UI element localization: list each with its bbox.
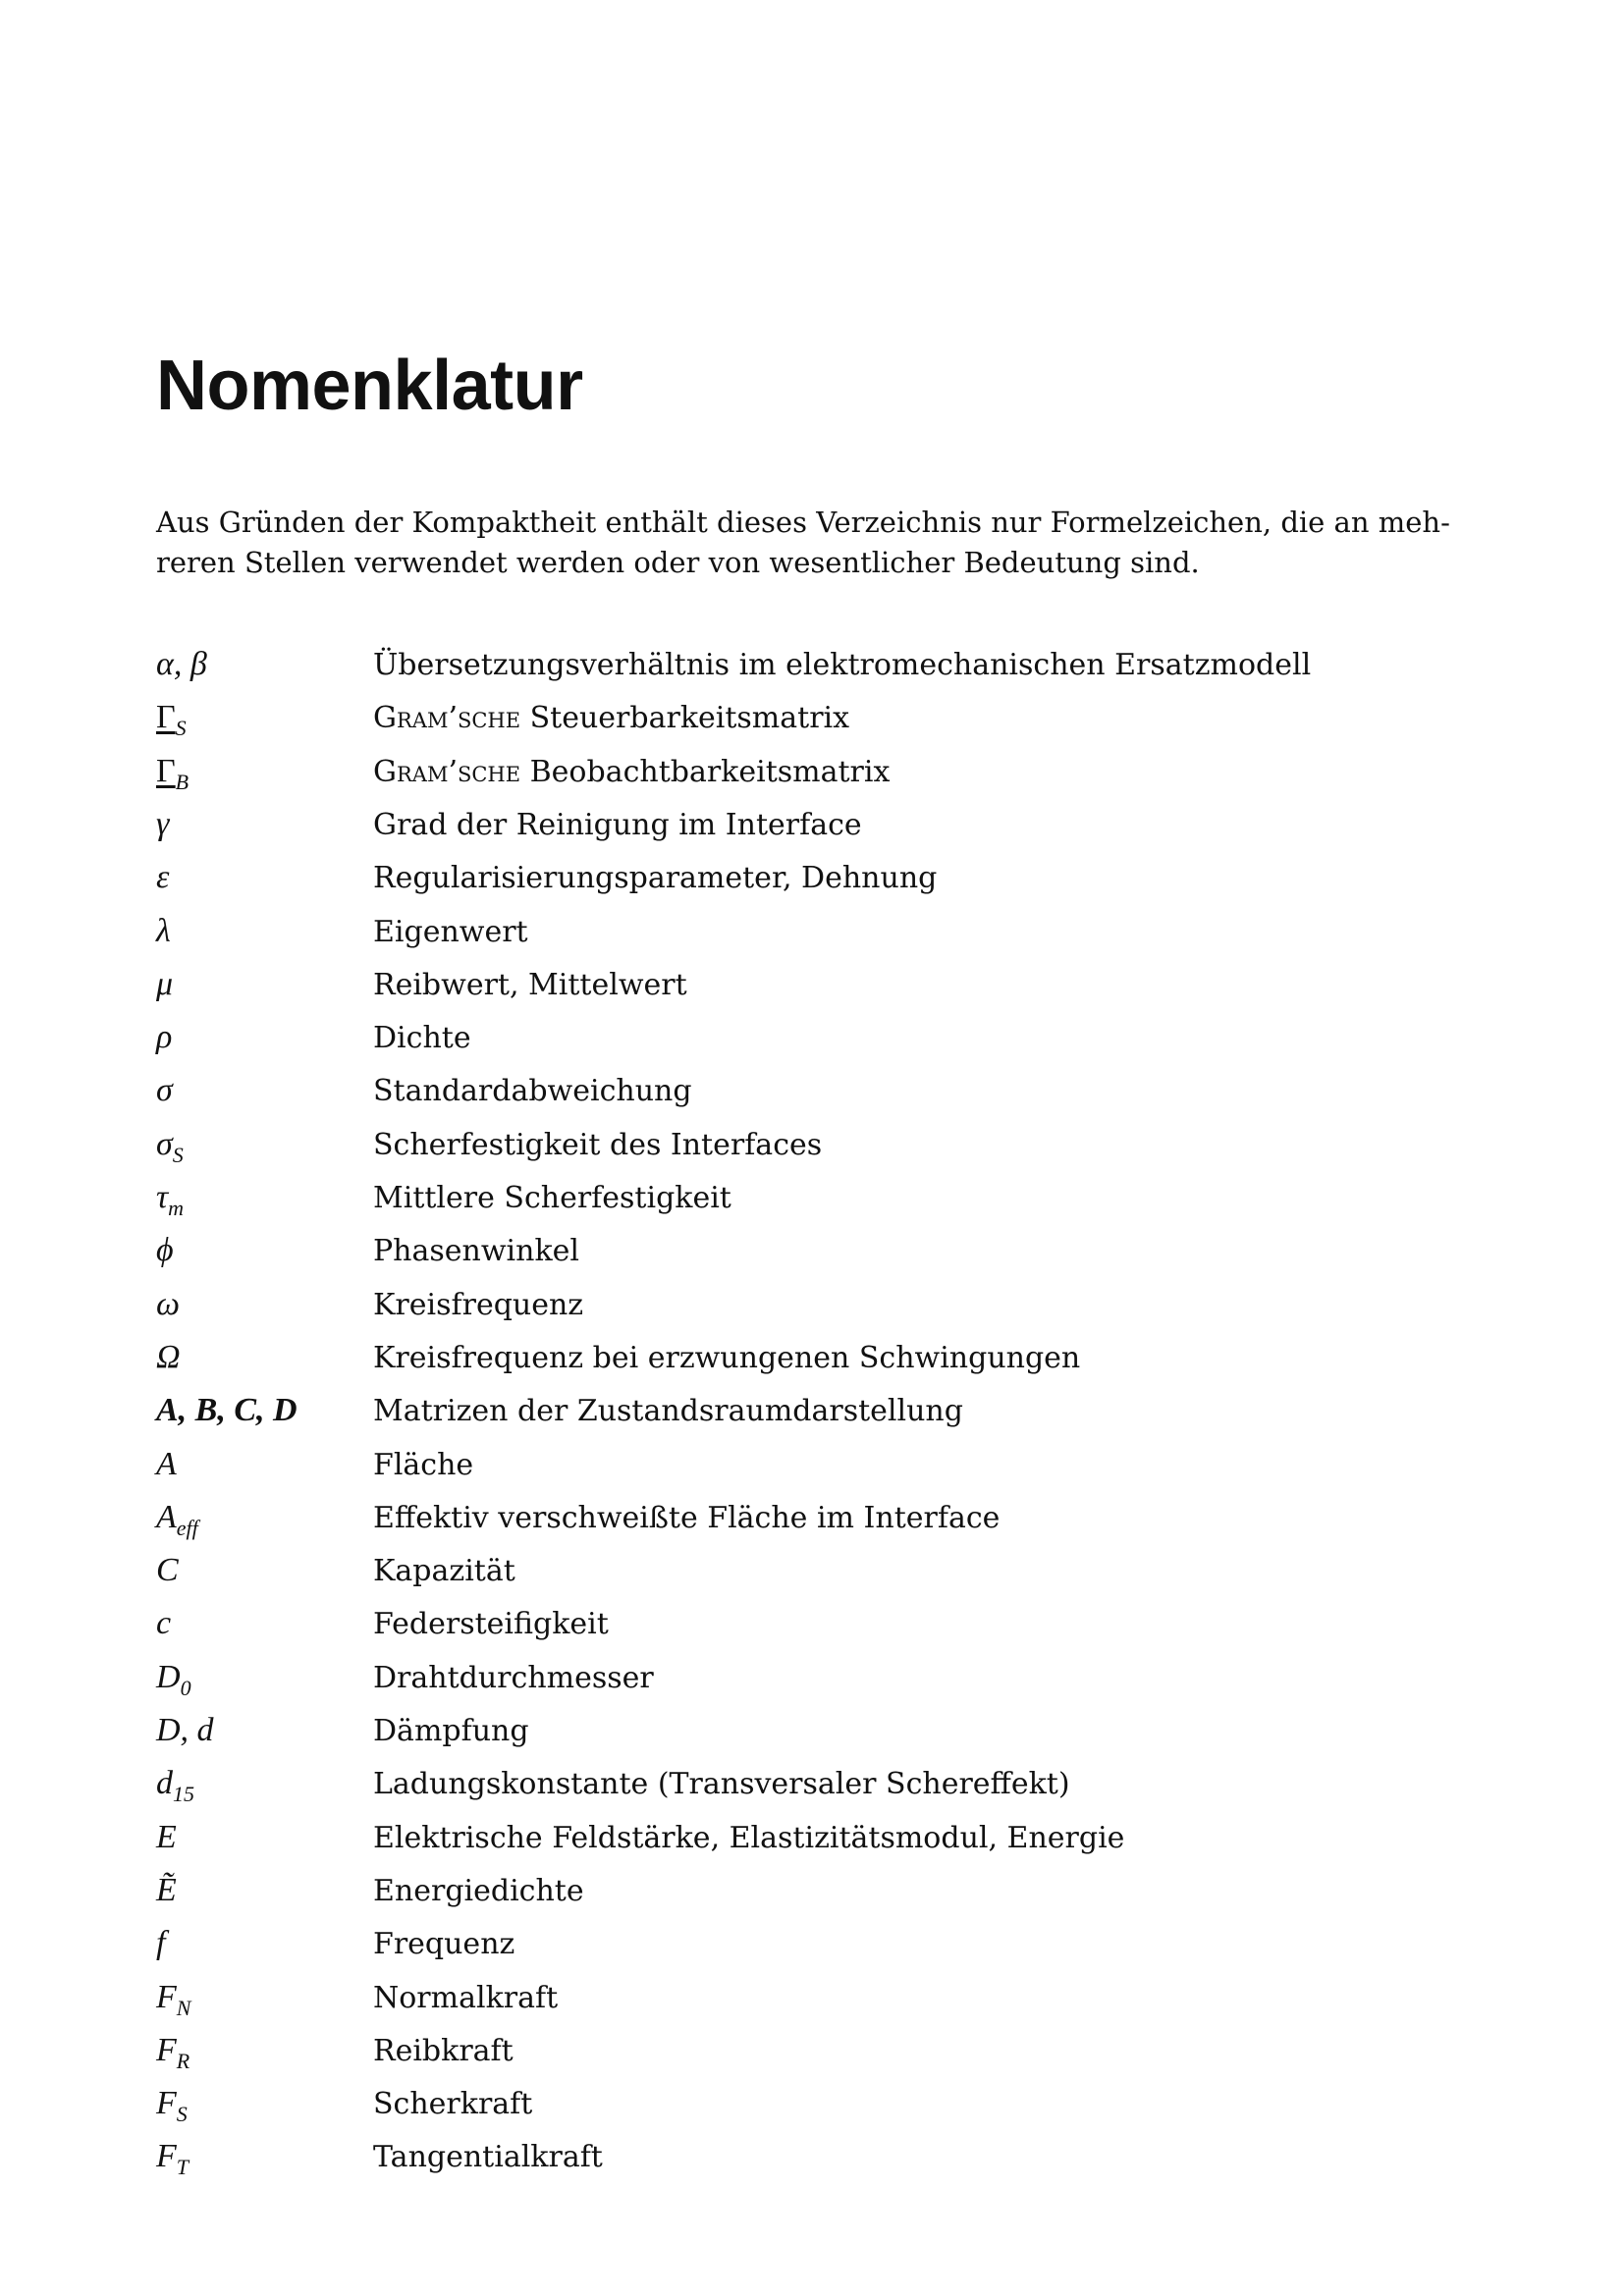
symbol-base: d xyxy=(156,1765,173,1802)
symbol-base: ρ xyxy=(156,1019,173,1056)
nomenclature-entry xyxy=(156,1712,1433,1765)
entry-symbol xyxy=(156,1392,298,1429)
nomenclature-entry xyxy=(156,1605,1433,1658)
intro-line-2: reren Stellen verwendet werden oder von wesentlicher Bedeutung sind. xyxy=(156,546,1200,579)
entry-description xyxy=(373,1181,731,1215)
entry-description xyxy=(373,861,937,895)
entry-description xyxy=(373,701,849,735)
entry-description xyxy=(373,1288,583,1322)
entry-symbol xyxy=(156,1552,179,1589)
symbol-subscript: 15 xyxy=(173,1782,194,1807)
entry-description xyxy=(373,808,862,842)
entry-description xyxy=(373,1501,1000,1535)
nomenclature-entry xyxy=(156,1392,1433,1445)
symbol-base: f xyxy=(156,1925,166,1962)
nomenclature-entry xyxy=(156,1286,1433,1339)
description-text: Kapazität xyxy=(373,1554,515,1589)
symbol-base: Ẽ xyxy=(156,1871,177,1908)
nomenclature-entry xyxy=(156,1659,1433,1712)
description-text: Steuerbarkeitsmatrix xyxy=(529,701,850,736)
description-text: Energiedichte xyxy=(373,1873,584,1908)
entry-symbol xyxy=(156,2032,189,2074)
description-text: Frequenz xyxy=(373,1927,515,1962)
description-text: Matrizen der Zustandsraumdarstellung xyxy=(373,1394,963,1429)
nomenclature-entry xyxy=(156,699,1433,752)
entry-description xyxy=(373,2034,514,2068)
entry-description xyxy=(373,648,1311,682)
symbol-base: λ xyxy=(156,912,171,949)
nomenclature-entry xyxy=(156,1819,1433,1872)
entry-symbol xyxy=(156,2138,189,2180)
symbol-base: Γ xyxy=(156,699,176,736)
nomenclature-entry xyxy=(156,1552,1433,1605)
nomenclature-entry xyxy=(156,1765,1433,1818)
entry-symbol xyxy=(156,1925,165,1962)
entry-description xyxy=(373,1234,579,1268)
nomenclature-entry xyxy=(156,1339,1433,1392)
symbol-subscript: S xyxy=(172,1142,184,1167)
description-text: Beobachtbarkeitsmatrix xyxy=(529,754,891,789)
symbol-subscript: 0 xyxy=(180,1675,191,1700)
symbol-base: α, β xyxy=(156,646,207,682)
entry-description xyxy=(373,1074,692,1108)
symbol-base: E xyxy=(156,1818,177,1855)
entry-description xyxy=(373,1394,963,1428)
gram-prefix: Gram’sche xyxy=(373,701,521,736)
entry-symbol xyxy=(156,1072,173,1109)
entry-symbol xyxy=(156,966,173,1003)
nomenclature-entry xyxy=(156,1979,1433,2032)
nomenclature-entry xyxy=(156,966,1433,1019)
entry-symbol xyxy=(156,1819,177,1856)
entry-description xyxy=(373,1448,473,1482)
symbol-base: ω xyxy=(156,1285,181,1322)
entry-symbol xyxy=(156,1179,184,1221)
entry-symbol xyxy=(156,1446,177,1483)
symbol-subscript: eff xyxy=(176,1515,198,1540)
symbol-base: ε xyxy=(156,859,170,896)
entry-description xyxy=(373,968,687,1002)
entry-description xyxy=(373,1661,654,1695)
description-text: Dichte xyxy=(373,1021,471,1056)
entry-symbol xyxy=(156,753,189,795)
symbol-base: F xyxy=(156,2138,177,2175)
symbol-base: F xyxy=(156,2031,177,2068)
description-text: Reibkraft xyxy=(373,2033,514,2068)
entry-description xyxy=(373,1714,529,1748)
nomenclature-entry xyxy=(156,646,1433,699)
symbol-base: A xyxy=(156,1445,177,1482)
nomenclature-entry xyxy=(156,2085,1433,2138)
entry-symbol xyxy=(156,1232,174,1269)
entry-symbol xyxy=(156,1339,181,1376)
intro-paragraph xyxy=(156,503,1450,583)
symbol-base: C xyxy=(156,1552,179,1589)
entry-symbol xyxy=(156,1605,171,1642)
entry-description xyxy=(373,2087,532,2121)
entry-symbol xyxy=(156,646,207,683)
nomenclature-entry xyxy=(156,1925,1433,1978)
symbol-subscript: S xyxy=(175,716,187,741)
symbol-subscript: N xyxy=(176,1995,191,2020)
symbol-subscript: T xyxy=(176,2155,189,2180)
entry-description xyxy=(373,1128,822,1162)
description-text: Scherfestigkeit des Interfaces xyxy=(373,1127,823,1162)
entry-description xyxy=(373,755,890,789)
gram-prefix: Gram’sche xyxy=(373,754,521,789)
nomenclature-entry xyxy=(156,1446,1433,1499)
nomenclature-entry xyxy=(156,859,1433,912)
entry-symbol xyxy=(156,1765,194,1807)
nomenclature-entry xyxy=(156,2138,1433,2191)
description-text: Übersetzungsverhältnis im elektromechanischen Ersatzmodell xyxy=(373,648,1312,682)
description-text: Kreisfrequenz bei erzwungenen Schwingungen xyxy=(373,1340,1081,1375)
nomenclature-entry xyxy=(156,1872,1433,1925)
description-text: Ladungskonstante (Transversaler Schereffekt) xyxy=(373,1767,1070,1802)
nomenclature-entry xyxy=(156,913,1433,966)
entry-symbol xyxy=(156,1659,191,1701)
description-text: Kreisfrequenz xyxy=(373,1287,584,1322)
intro-line-1: Aus Gründen der Kompaktheit enthält dieses Verzeichnis nur Formelzeichen, die an meh- xyxy=(156,506,1450,539)
description-text: Fläche xyxy=(373,1447,474,1482)
entry-description xyxy=(373,1554,515,1588)
description-text: Drahtdurchmesser xyxy=(373,1660,654,1695)
symbol-subscript: R xyxy=(176,2048,190,2073)
entry-symbol xyxy=(156,699,187,741)
description-text: Eigenwert xyxy=(373,914,528,949)
description-text: Mittlere Scherfestigkeit xyxy=(373,1181,731,1215)
nomenclature-entry xyxy=(156,1126,1433,1179)
nomenclature-entry xyxy=(156,1499,1433,1552)
entry-symbol xyxy=(156,1979,190,2021)
entry-symbol xyxy=(156,1872,177,1909)
nomenclature-entry xyxy=(156,806,1433,859)
entry-description xyxy=(373,1927,514,1961)
description-text: Normalkraft xyxy=(373,1980,559,2015)
description-text: Standardabweichung xyxy=(373,1074,692,1109)
symbol-base: γ xyxy=(156,805,170,842)
entry-description xyxy=(373,915,528,949)
entry-symbol xyxy=(156,2085,188,2127)
symbol-base: Ω xyxy=(156,1338,181,1375)
symbol-base: c xyxy=(156,1605,172,1642)
entry-symbol xyxy=(156,1019,172,1056)
entry-symbol xyxy=(156,1286,180,1323)
description-text: Federsteifigkeit xyxy=(373,1607,609,1642)
symbol-base: A, B, C, D xyxy=(156,1392,298,1429)
symbol-base: μ xyxy=(156,965,174,1002)
entry-description xyxy=(373,1981,558,2015)
description-text: Dämpfung xyxy=(373,1714,529,1748)
symbol-subscript: B xyxy=(175,769,189,794)
symbol-base: F xyxy=(156,1978,177,2015)
description-text: Scherkraft xyxy=(373,2087,533,2122)
nomenclature-entry xyxy=(156,1019,1433,1072)
symbol-base: ϕ xyxy=(156,1232,174,1269)
symbol-base: Γ xyxy=(156,752,176,789)
description-text: Regularisierungsparameter, Dehnung xyxy=(373,861,938,896)
symbol-subscript: m xyxy=(168,1196,185,1220)
symbol-base: σ xyxy=(156,1125,173,1162)
symbol-base: F xyxy=(156,2085,177,2122)
symbol-base: D, d xyxy=(156,1712,214,1748)
symbol-base: σ xyxy=(156,1072,173,1109)
entry-description xyxy=(373,1767,1070,1801)
description-text: Reibwert, Mittelwert xyxy=(373,967,687,1002)
entry-symbol xyxy=(156,913,171,950)
symbol-base: A xyxy=(156,1498,177,1535)
nomenclature-entry xyxy=(156,2032,1433,2085)
entry-description xyxy=(373,2140,603,2174)
description-text: Tangentialkraft xyxy=(373,2140,603,2175)
nomenclature-entry xyxy=(156,753,1433,806)
entry-description xyxy=(373,1607,609,1641)
entry-symbol xyxy=(156,859,169,896)
entry-symbol xyxy=(156,806,169,843)
page-title: Nomenklatur xyxy=(156,347,583,425)
entry-description xyxy=(373,1874,584,1908)
symbol-base: D xyxy=(156,1658,181,1695)
nomenclature-entry xyxy=(156,1232,1433,1285)
entry-description xyxy=(373,1341,1080,1375)
entry-symbol xyxy=(156,1499,198,1541)
description-text: Effektiv verschweißte Fläche im Interface xyxy=(373,1500,1001,1535)
symbol-base: τ xyxy=(156,1179,169,1215)
description-text: Phasenwinkel xyxy=(373,1234,579,1269)
entry-symbol xyxy=(156,1712,214,1749)
description-text: Grad der Reinigung im Interface xyxy=(373,807,862,842)
nomenclature-entry xyxy=(156,1179,1433,1232)
symbol-subscript: S xyxy=(176,2102,188,2127)
entry-description xyxy=(373,1021,471,1055)
entry-description xyxy=(373,1821,1124,1855)
nomenclature-entry xyxy=(156,1072,1433,1125)
entry-symbol xyxy=(156,1126,184,1168)
description-text: Elektrische Feldstärke, Elastizitätsmodul, Energie xyxy=(373,1820,1125,1855)
